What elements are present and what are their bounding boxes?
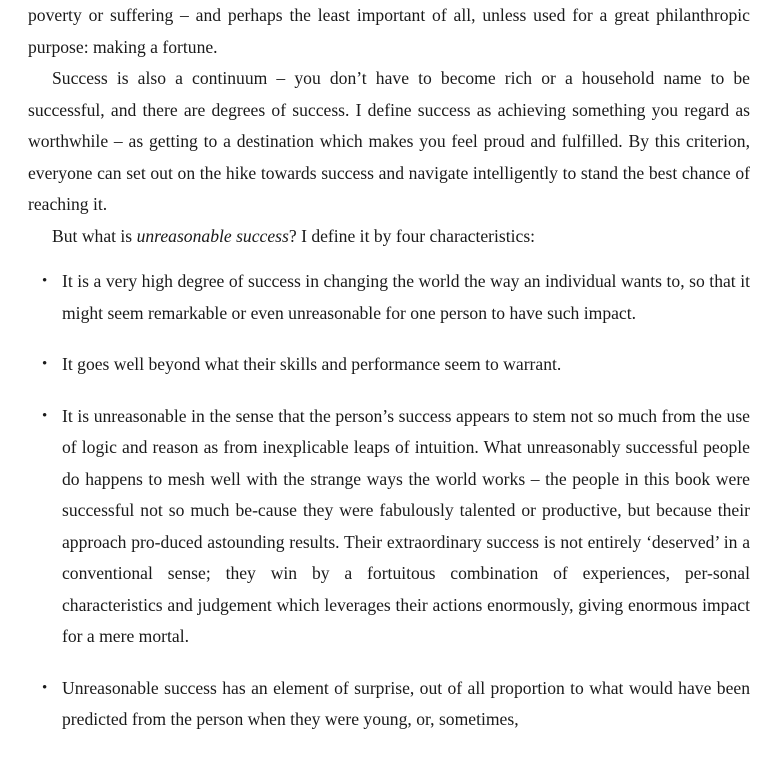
list-spacer xyxy=(28,252,750,266)
lead-in-after: ? I define it by four characteristics: xyxy=(288,225,536,246)
list-item-text: It is a very high degree of success in changing the world the way an individual wants to, so that it might seem remarkable or even unreasonable for one person to have such impact. xyxy=(62,271,750,323)
lead-in-emphasis: unreasonable success xyxy=(136,225,289,246)
paragraph-continued: poverty or suffering – and perhaps the least important of all, unless used for a great philanthropic purpose: making a fortune. xyxy=(28,5,750,57)
list-item-text: Unreasonable success has an element of surprise, out of all proportion to what would have been predicted from the person when they were young, or, sometimes, xyxy=(62,677,750,729)
characteristics-list xyxy=(28,266,750,736)
list-item xyxy=(28,266,750,329)
list-item xyxy=(28,401,750,653)
list-item xyxy=(28,673,750,736)
list-item-text: It is unreasonable in the sense that the person’s success appears to stem not so much from the use of logic and reason as from inexplicable leaps of intuition. What unreasonably successful people do happens to mesh well with the strange ways the world works – the people in this book were successful not so much be-cause they were fabulously talented or productive, but because their approach pro-duced astounding results. Their extraordinary success is not entirely ‘deserved’ in a conventional sense; they win by a fortuitous combination of experiences, per-sonal characteristics and judgement which leverages their actions enormously, giving enormous impact for a mere mortal. xyxy=(62,405,750,646)
paragraph-lead-in xyxy=(28,221,750,253)
page-text-column xyxy=(28,0,750,736)
bullet-marker-icon: • xyxy=(42,273,48,289)
list-item xyxy=(28,349,750,381)
list-item-text: It goes well beyond what their skills and performance seem to warrant. xyxy=(62,354,562,374)
bullet-marker-icon: • xyxy=(42,407,48,424)
paragraph-success-continuum: Success is also a continuum – you don’t have to become rich or a household name to be successful, and there are degrees of success. I define success as achieving something you regard as worthwhile – as getting to a destination which makes you feel proud and fulfilled. By this criterion, everyone can set out on the hike towards success and navigate intelligently to stand the best chance of reaching it. xyxy=(28,68,750,214)
bullet-marker-icon: • xyxy=(42,356,48,372)
lead-in-before: But what is xyxy=(52,225,137,246)
bullet-marker-icon: • xyxy=(42,679,48,696)
